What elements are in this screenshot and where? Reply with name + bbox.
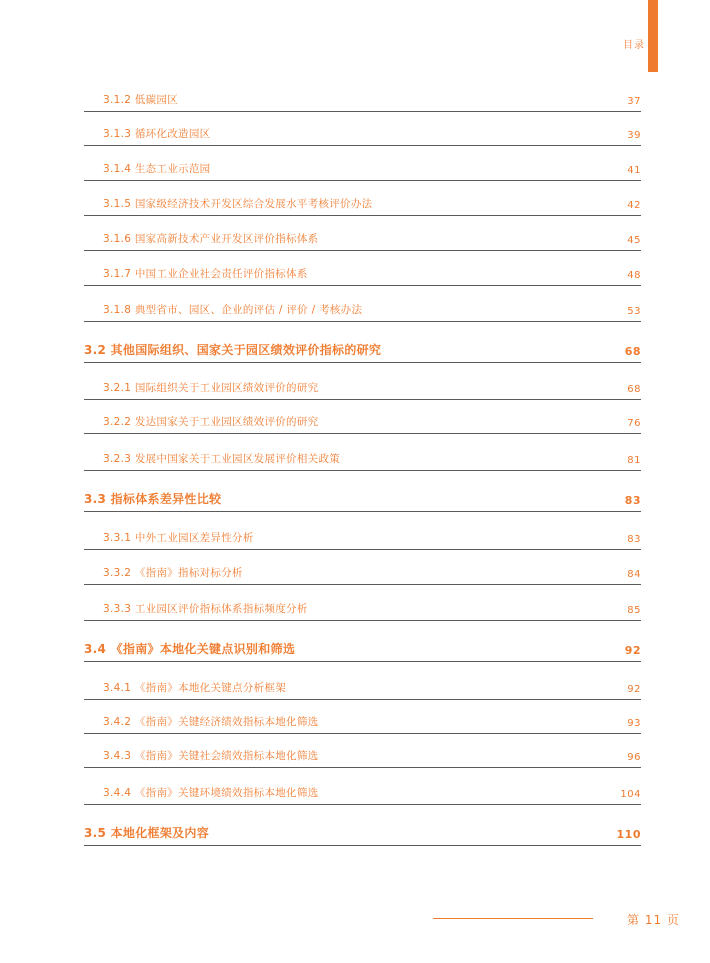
toc-entry-title: 3.1.2 低碳园区 <box>103 94 179 106</box>
toc-entry-page: 68 <box>624 345 641 358</box>
toc-entry-page: 76 <box>627 418 641 429</box>
toc-entry-page: 83 <box>624 494 641 507</box>
toc-entry[interactable] <box>84 380 641 400</box>
toc-entry-page: 84 <box>627 569 641 580</box>
toc-entry[interactable] <box>84 161 641 181</box>
toc-entry-title: 3.3.2 《指南》指标对标分析 <box>103 567 243 579</box>
toc-entry-title: 3.2 其他国际组织、国家关于园区绩效评价指标的研究 <box>84 343 382 357</box>
toc-entry-title: 3.2.1 国际组织关于工业园区绩效评价的研究 <box>103 382 319 394</box>
toc-entry-page: 93 <box>627 718 641 729</box>
toc-entry[interactable] <box>84 302 641 322</box>
toc-entry-page: 110 <box>616 828 641 841</box>
toc-entry[interactable] <box>84 451 641 471</box>
toc-section-entry[interactable] <box>84 640 641 662</box>
toc-entry-title: 3.1.3 循环化改造园区 <box>103 128 211 140</box>
toc-entry-page: 48 <box>627 270 641 281</box>
toc-entry[interactable] <box>84 126 641 146</box>
toc-entry-page: 37 <box>627 96 641 107</box>
toc-section-entry[interactable] <box>84 824 641 846</box>
toc-entry-title: 3.1.7 中国工业企业社会责任评价指标体系 <box>103 268 308 280</box>
toc-entry-title: 3.4.1 《指南》本地化关键点分析框架 <box>103 682 287 694</box>
toc-entry-title: 3.4 《指南》本地化关键点识别和筛选 <box>84 642 296 656</box>
toc-entry[interactable] <box>84 92 641 112</box>
toc-entry[interactable] <box>84 785 641 805</box>
toc-entry-page: 68 <box>627 384 641 395</box>
toc-entry-page: 42 <box>627 200 641 211</box>
toc-entry[interactable] <box>84 196 641 216</box>
toc-entry-page: 39 <box>627 130 641 141</box>
table-of-contents <box>84 0 641 963</box>
toc-entry-page: 96 <box>627 752 641 763</box>
toc-entry-page: 92 <box>627 684 641 695</box>
toc-entry-page: 92 <box>624 644 641 657</box>
toc-entry[interactable] <box>84 748 641 768</box>
footer-rule <box>433 918 593 919</box>
toc-entry-title: 3.1.4 生态工业示范园 <box>103 163 211 175</box>
toc-entry-page: 53 <box>627 306 641 317</box>
corner-accent-tab <box>648 0 658 72</box>
header-section-label: 目录 <box>623 40 645 51</box>
toc-entry[interactable] <box>84 414 641 434</box>
toc-entry-title: 3.2.2 发达国家关于工业园区绩效评价的研究 <box>103 416 319 428</box>
toc-entry[interactable] <box>84 680 641 700</box>
toc-entry[interactable] <box>84 601 641 621</box>
toc-entry[interactable] <box>84 565 641 585</box>
toc-entry[interactable] <box>84 266 641 286</box>
toc-section-entry[interactable] <box>84 490 641 512</box>
toc-entry-title: 3.1.5 国家级经济技术开发区综合发展水平考核评价办法 <box>103 198 373 210</box>
toc-entry-page: 45 <box>627 235 641 246</box>
toc-section-entry[interactable] <box>84 341 641 363</box>
toc-entry-page: 85 <box>627 605 641 616</box>
toc-entry-title: 3.3 指标体系差异性比较 <box>84 492 222 506</box>
toc-entry-page: 83 <box>627 534 641 545</box>
toc-entry-title: 3.4.2 《指南》关键经济绩效指标本地化筛选 <box>103 716 319 728</box>
toc-entry[interactable] <box>84 231 641 251</box>
toc-entry[interactable] <box>84 530 641 550</box>
toc-entry-title: 3.4.3 《指南》关键社会绩效指标本地化筛选 <box>103 750 319 762</box>
footer-page-number: 第 11 页 <box>627 913 680 927</box>
toc-entry[interactable] <box>84 714 641 734</box>
toc-entry-title: 3.3.1 中外工业园区差异性分析 <box>103 532 254 544</box>
toc-entry-title: 3.3.3 工业园区评价指标体系指标频度分析 <box>103 603 308 615</box>
toc-entry-page: 81 <box>627 455 641 466</box>
toc-entry-title: 3.1.8 典型省市、园区、企业的评估 / 评价 / 考核办法 <box>103 304 363 316</box>
toc-entry-title: 3.4.4 《指南》关键环境绩效指标本地化筛选 <box>103 787 319 799</box>
toc-entry-title: 3.2.3 发展中国家关于工业园区发展评价相关政策 <box>103 453 341 465</box>
toc-entry-title: 3.5 本地化框架及内容 <box>84 826 210 840</box>
toc-entry-page: 104 <box>620 789 641 800</box>
toc-entry-page: 41 <box>627 165 641 176</box>
toc-entry-title: 3.1.6 国家高新技术产业开发区评价指标体系 <box>103 233 319 245</box>
